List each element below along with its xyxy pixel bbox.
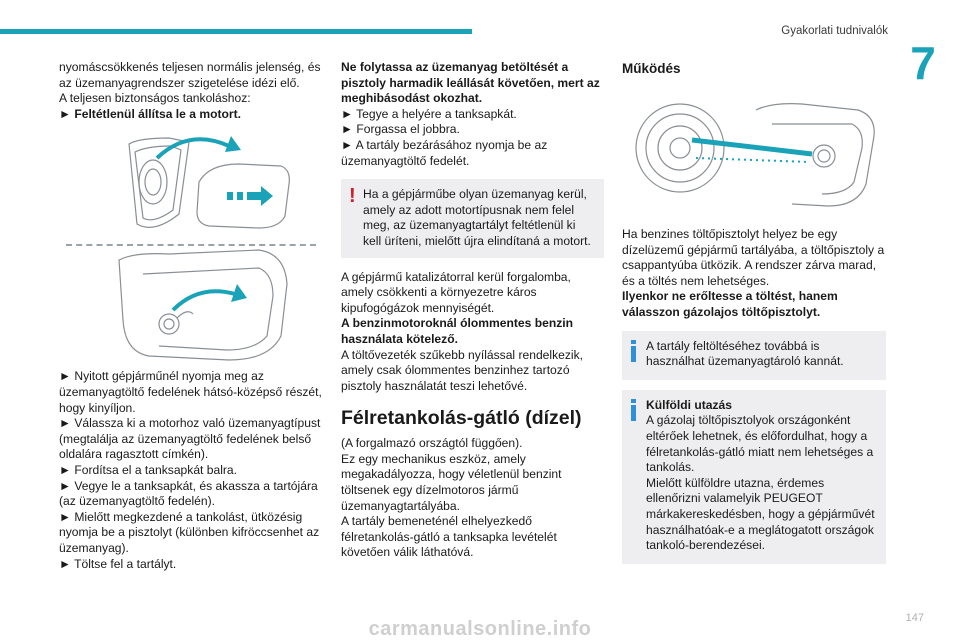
paragraph: Ha benzines töltőpisztolyt helyez be egy dízelüzemű gépjármű tartályába, a töltőpisztoly a csappantyúba ütközik. A rendszer zárva marad, és a töltés nem lehetséges. (622, 227, 885, 288)
figure-divider (66, 244, 316, 246)
watermark: carmanualsonline.info (368, 618, 592, 640)
info-icon (630, 339, 638, 370)
page-number: 147 (905, 612, 924, 624)
paragraph: A teljesen biztonságos tankoláshoz: (59, 91, 251, 106)
step: ► Töltse fel a tartályt. (59, 556, 177, 571)
paragraph: A töltővezeték szűkebb nyílással rendelkezik, amely csak ólommentes benzinhez tartozó pisztoly használatát teszi lehetővé. (341, 347, 584, 393)
step: ► Mielőtt megkezdené a tankolást, ütközésig nyomja be a pisztolyt (különben kifröccsenhet az üzemanyag). (59, 509, 320, 555)
header-accent-bar (0, 29, 472, 34)
paragraph-bold: A benzinmotoroknál ólommentes benzin használata kötelező. (341, 316, 574, 346)
info-text: A gázolaj töltőpisztolyok országonként eltérőek lehetnek, és előfordulhat, hogy a félretankolás-gátló miatt nem lehetséges a tankolás. (646, 413, 874, 475)
misfuel-device-drawing (622, 84, 886, 220)
info-box-travel (622, 390, 886, 564)
paragraph: (A forgalmazó országtól függően). (341, 436, 523, 451)
paragraph: A tartály bemeneténél elhelyezkedő félretankolás-gátló a tanksapka levételét követően válik láthatóvá. (341, 514, 557, 560)
step: ► Válassza ki a motorhoz való üzemanyagtípust (megtalálja az üzemanyagtöltő fedelének belső oldalára ragasztott címkén). (59, 416, 321, 462)
column-2 (341, 60, 604, 561)
info-text: A tartály feltöltéséhez továbbá is használhat üzemanyagtároló kannát. (646, 338, 844, 369)
paragraph: Ez egy mechanikus eszköz, amely megakadályozza, hogy véletlenül benzint töltsenek egy dízelmotoros jármű üzemanyagtartályába. (341, 451, 562, 513)
misfuel-device-illustration (622, 84, 886, 220)
paragraph: nyomáscsökkenés teljesen normális jelenség, és az üzemanyagrendszer szigetelése idézi elő. (59, 60, 321, 90)
info-icon (630, 398, 638, 554)
paragraph: A gépjármű katalizátorral kerül forgalomba, amely csökkenti a környezetre káros kipufogógázok mennyiségét. (341, 269, 571, 315)
step: ► A tartály bezárásához nyomja be az üzemanyagtöltő fedelét. (341, 137, 548, 168)
step: ► Vegye le a tanksapkát, és akassza a tartójára (az üzemanyagtöltő fedelén). (59, 478, 318, 509)
header-title: Gyakorlati tudnivalók (781, 25, 888, 37)
paragraph-bold: Ne folytassa az üzemanyag betöltését a pisztoly harmadik leállását követően, mert az meghibásodást okozhat. (341, 60, 600, 106)
chapter-number: 7 (910, 37, 936, 89)
warning-text: Ha a gépjárműbe olyan üzemanyag kerül, amely az adott motortípusnak nem felel meg, az üzemanyagtartályt feltétlenül ki kell üríteni, mielőtt újra elindítaná a motort. (363, 187, 591, 248)
step: ► Forgassa el jobbra. (341, 122, 460, 137)
fuel-flap-illustration (59, 124, 323, 369)
column-3 (622, 60, 886, 574)
info-box (622, 331, 886, 380)
column-1 (59, 60, 323, 572)
info-text: Mielőtt külföldre utazna, érdemes ellenőrizni valamelyik PEUGEOT márkakereskedésben, hogy a gépjárművét használhatóak-e a meglátogatott országok tankoló-berendezései. (646, 475, 875, 553)
warning-icon: ! (349, 185, 356, 208)
info-title: Külföldi utazás (646, 397, 733, 412)
warning-box (341, 179, 604, 257)
step: ► Fordítsa el a tanksapkát balra. (59, 462, 238, 477)
paragraph-bold: Ilyenkor ne erőltesse a töltést, hanem válasszon gázolajos töltőpisztolyt. (622, 289, 838, 319)
step: ► Nyitott gépjárműnél nyomja meg az üzemanyagtöltő fedelének hátsó-középső részét, hogy kinyíljon. (59, 369, 322, 415)
fuel-flap-drawing (59, 124, 323, 369)
subsection-title: Működés (622, 61, 681, 76)
section-title: Félretankolás-gátló (dízel) (341, 407, 582, 430)
step: ► Tegye a helyére a tanksapkát. (341, 106, 517, 121)
step: ► Feltétlenül állítsa le a motort. (59, 106, 241, 121)
